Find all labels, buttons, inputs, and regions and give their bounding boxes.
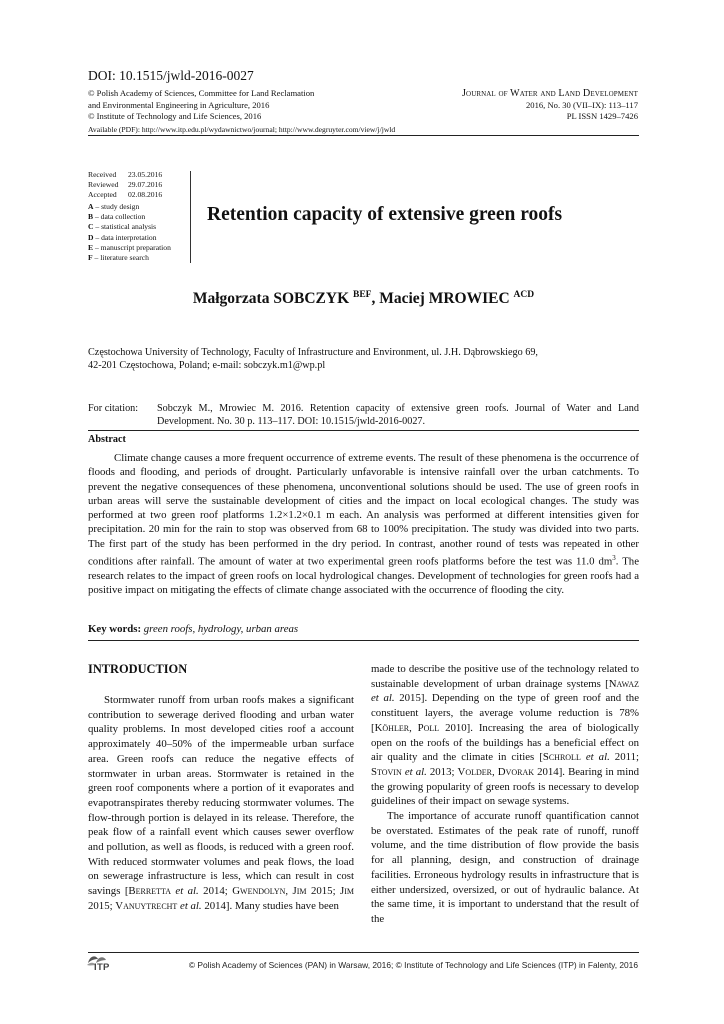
meta-divider: [190, 171, 191, 263]
keywords: [88, 623, 298, 635]
citation-label: For citation:: [88, 403, 139, 414]
contribution-item: B – data collection: [88, 212, 146, 222]
journal-title: Journal of Water and Land Development: [461, 88, 638, 99]
abstract-heading: Abstract: [88, 434, 126, 445]
keywords-divider: [88, 640, 639, 641]
copyright-block: [88, 88, 314, 123]
article-title: Retention capacity of extensive green roofs: [207, 204, 563, 225]
abstract-text: Climate change causes a more frequent occurrence of extreme events. The result of these phenomena is the occurrence of floods and flooding, and periods of drought. Particularly unfavorable is intensive rainfall over the urban catchments. To prevent the negative consequences of these phenomena, unconventional solutions should be used. The use of green roofs in urban areas will serve the sustainable development of cities and the impact on local ecological changes. The study was performed at two green roof platforms 1.2×1.2×0.1 m each. An analysis was performed at different intensities given for precipitation. 20 min for the rain to stop was observed from 68 to 100% precipitation. The study was divided into two parts. The first part of the study has been performed in the dry period. In contrast, another round of tests was repeated in other conditions after rainfall. The amount of water at two experimental green roofs platforms before the test was 11.0 $dm^3$. The research relates to the impact of green roofs on local hydrological changes. Development of technologies for green roofs had a positive impact on mitigating the effects of climate change associated with the occurrence of flooding the city.: [88, 452, 639, 597]
availability-line: Available (PDF): http://www.itp.edu.pl/wydawnictwo/journal; http://www.degruyter.com/view/j/jwld: [88, 125, 396, 134]
journal-issn: PL ISSN 1429–7426: [566, 111, 638, 122]
keywords-list: green roofs, hydrology, urban areas: [143, 623, 299, 635]
body-paragraph: Stormwater runoff from urban roofs makes a significant contribution to sewerage derived flooding and urban water quality problems. In most developed cities roof a account approximately 40–50% of the impermeable urban surface area. Green roofs can reduce the negative effects of stormwater in urban areas. Stormwater is retained in the green roof components where a portion of it evaporates and evapotranspirates thereby reducing stormwater volumes. The flow-through portion is delayed in its release. Therefore, the peak flow of a rainfall event which causes sewer overflow and pollution, as well as floods, is reduced with a green roof. With reduced stormwater volumes and peak flows, the load on sewerage infrastructure is less, which can result in cost savings [Berretta et al. 2014; Gwendolyn, Jim 2015; Jim 2015; Vanuytrecht et al. 2014]. Many studies have been: [88, 694, 354, 912]
doi-line: DOI: 10.1515/jwld-2016-0027: [88, 68, 254, 83]
left-column: [88, 662, 354, 914]
copyright-line: © Institute of Technology and Life Sciences, 2016: [88, 111, 262, 122]
contribution-item: A – study design: [88, 202, 140, 212]
keywords-label: Key words:: [88, 623, 142, 635]
body-paragraph: The importance of accurate runoff quantification cannot be overstated. Estimates of the peak rate of runoff, runoff volume, and the time distribution of flow provide the basis for all planning, design, and construction of drainage facilities. Erroneous hydrology results in infrastructure that is either undersized, oversized, or out of hydraulic balance. At the same time, it is important to understand that the result of the: [371, 810, 639, 925]
author-contribution: ACD: [513, 289, 535, 300]
section-heading: INTRODUCTION: [88, 662, 188, 676]
date-row: Reviewed 29.07.2016: [88, 180, 163, 190]
journal-info: [462, 88, 638, 123]
contribution-item: D – data interpretation: [88, 232, 157, 242]
author-name: Maciej MROWIEC: [379, 290, 510, 307]
article-meta: [88, 170, 171, 263]
footer-divider: [88, 952, 639, 953]
journal-issue: 2016, No. 30 (VII–IX): 113–117: [525, 99, 638, 110]
copyright-line: © Polish Academy of Sciences, Committee for Land Reclamation: [88, 88, 315, 98]
author-contribution: BEF: [353, 289, 372, 300]
author-name: Małgorzata SOBCZYK: [192, 290, 350, 307]
footer-copyright: © Polish Academy of Sciences (PAN) in Warsaw, 2016; © Institute of Technology and Life Sciences (ITP) in Falenty, 2016: [188, 960, 638, 970]
date-row: Received 23.05.2016: [88, 170, 163, 179]
header-divider: [88, 135, 639, 136]
affiliation: Częstochowa University of Technology, Faculty of Infrastructure and Environment, ul. J.H. Dąbrowskiego 69, 42-201 Częstochowa, Poland; e-mail: sobczyk.m1@wp.pl: [88, 347, 538, 372]
contribution-item: E – manuscript preparation: [88, 242, 171, 252]
right-column: [371, 662, 639, 927]
contribution-item: C – statistical analysis: [88, 222, 157, 232]
itp-logo-text: ITP: [94, 962, 110, 973]
contribution-item: F – literature search: [88, 252, 149, 262]
date-row: Accepted 02.08.2016: [88, 190, 163, 200]
body-paragraph: made to describe the positive use of the technology related to sustainable development of urban drainage systems [Nawaz et al. 2015]. Depending on the type of green roof and the constituent layers, the average volume reduction is 78% [Köhler, Poll 2010]. Increasing the area of biologically open on the roofs of the buildings has a beneficial effect on air quality and the climate in cities [Schroll et al. 2011; Stovin et al. 2013; Volder, Dvorak 2014]. Bearing in mind the growing popularity of green roofs is necessary to develop guidelines of their impact on sewage systems.: [371, 663, 640, 808]
citation-text: Sobczyk M., Mrowiec M. 2016. Retention capacity of extensive green roofs. Journal of Water and Land Development. No. 30 p. 113–117. DOI: 10.1515/jwld-2016-0027.: [157, 403, 639, 427]
citation-divider: [88, 430, 639, 431]
copyright-line: and Environmental Engineering in Agriculture, 2016: [88, 99, 270, 110]
authors-line: Małgorzata SOBCZYK $^{BEF}$, Maciej MROWIEC $^{ACD}$: [192, 289, 535, 307]
